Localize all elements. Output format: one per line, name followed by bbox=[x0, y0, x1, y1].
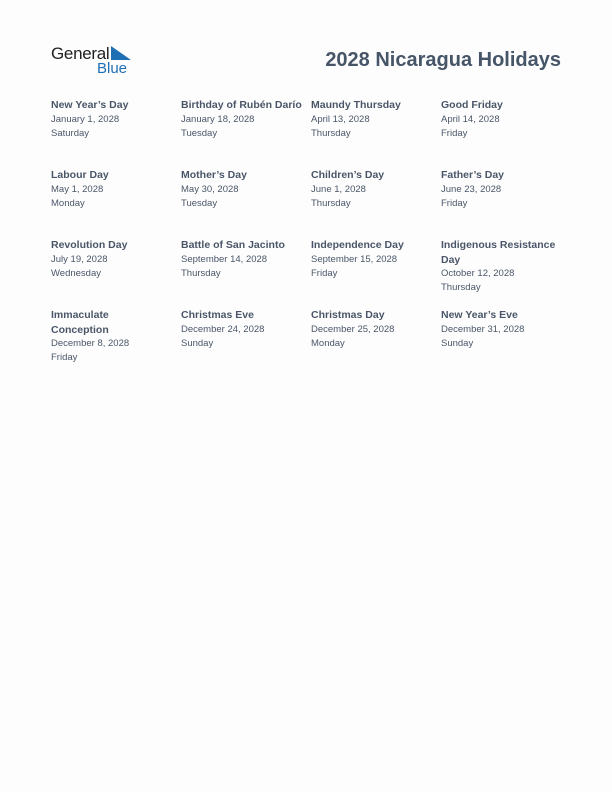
holiday-item bbox=[311, 168, 435, 211]
holiday-date: September 14, 2028 bbox=[181, 253, 268, 265]
holiday-item bbox=[51, 308, 151, 365]
holiday-weekday: Friday bbox=[311, 267, 338, 279]
holiday-item bbox=[311, 308, 435, 351]
holiday-name: Mother’s Day bbox=[181, 169, 247, 181]
holiday-item bbox=[441, 308, 565, 351]
holiday-date: April 14, 2028 bbox=[441, 113, 500, 125]
holiday-weekday: Friday bbox=[441, 127, 468, 139]
holiday-weekday: Sunday bbox=[181, 337, 214, 349]
holiday-item bbox=[441, 238, 561, 295]
holiday-item bbox=[181, 98, 305, 141]
holiday-weekday: Thursday bbox=[311, 127, 351, 139]
holiday-name: Father’s Day bbox=[441, 169, 505, 181]
holiday-date: July 19, 2028 bbox=[51, 253, 108, 265]
holiday-weekday: Friday bbox=[441, 197, 468, 209]
holiday-name: Revolution Day bbox=[51, 239, 128, 251]
holiday-weekday: Saturday bbox=[51, 127, 90, 139]
holiday-date: December 24, 2028 bbox=[181, 323, 265, 335]
holiday-weekday: Tuesday bbox=[181, 197, 218, 209]
holiday-date: June 23, 2028 bbox=[441, 183, 502, 195]
holiday-name: Independence Day bbox=[311, 239, 404, 251]
holiday-date: January 18, 2028 bbox=[181, 113, 255, 125]
holiday-date: May 1, 2028 bbox=[51, 183, 104, 195]
holiday-name: Christmas Day bbox=[311, 309, 385, 321]
holiday-weekday: Friday bbox=[51, 352, 78, 363]
holiday-item bbox=[441, 98, 565, 141]
holiday-item bbox=[51, 168, 175, 211]
holiday-name: Maundy Thursday bbox=[311, 99, 401, 111]
logo bbox=[51, 44, 133, 78]
holiday-date: October 12, 2028 bbox=[441, 268, 515, 279]
holiday-item bbox=[311, 98, 435, 141]
page-title: 2028 Nicaragua Holidays bbox=[325, 49, 561, 71]
logo-triangle-icon bbox=[111, 46, 131, 60]
holiday-date: May 30, 2028 bbox=[181, 183, 239, 195]
holiday-date: June 1, 2028 bbox=[311, 183, 366, 195]
holiday-item bbox=[181, 308, 305, 351]
holiday-item bbox=[181, 168, 305, 211]
holiday-weekday: Tuesday bbox=[181, 127, 218, 139]
holiday-weekday: Wednesday bbox=[51, 267, 101, 279]
holiday-date: September 15, 2028 bbox=[311, 253, 398, 265]
holiday-weekday: Sunday bbox=[441, 337, 474, 349]
holiday-date: December 8, 2028 bbox=[51, 338, 130, 349]
holiday-name: Birthday of Rubén Darío bbox=[181, 99, 302, 111]
holiday-name: Battle of San Jacinto bbox=[181, 239, 285, 251]
holiday-name: New Year’s Eve bbox=[441, 309, 518, 321]
holiday-weekday: Thursday bbox=[441, 282, 481, 293]
holiday-date: January 1, 2028 bbox=[51, 113, 120, 125]
holiday-date: December 25, 2028 bbox=[311, 323, 395, 335]
holiday-name: Labour Day bbox=[51, 169, 109, 181]
logo-word-general: General bbox=[51, 44, 110, 63]
holiday-weekday: Monday bbox=[51, 197, 85, 209]
holiday-name: Immaculate Conception bbox=[51, 309, 109, 336]
holiday-name: Christmas Eve bbox=[181, 309, 254, 321]
holiday-name: New Year’s Day bbox=[51, 99, 129, 111]
holiday-weekday: Thursday bbox=[181, 267, 221, 279]
holiday-name: Children’s Day bbox=[311, 169, 385, 181]
holiday-item bbox=[51, 238, 175, 281]
holiday-name: Indigenous Resistance Day bbox=[441, 239, 556, 266]
holiday-name: Good Friday bbox=[441, 99, 503, 111]
holiday-date: April 13, 2028 bbox=[311, 113, 370, 125]
holiday-item bbox=[181, 238, 305, 281]
holiday-item bbox=[51, 98, 175, 141]
holiday-weekday: Monday bbox=[311, 337, 345, 349]
logo-word-blue: Blue bbox=[97, 60, 128, 77]
holiday-item bbox=[441, 168, 565, 211]
holiday-item bbox=[311, 238, 435, 281]
holiday-weekday: Thursday bbox=[311, 197, 351, 209]
holiday-date: December 31, 2028 bbox=[441, 323, 525, 335]
